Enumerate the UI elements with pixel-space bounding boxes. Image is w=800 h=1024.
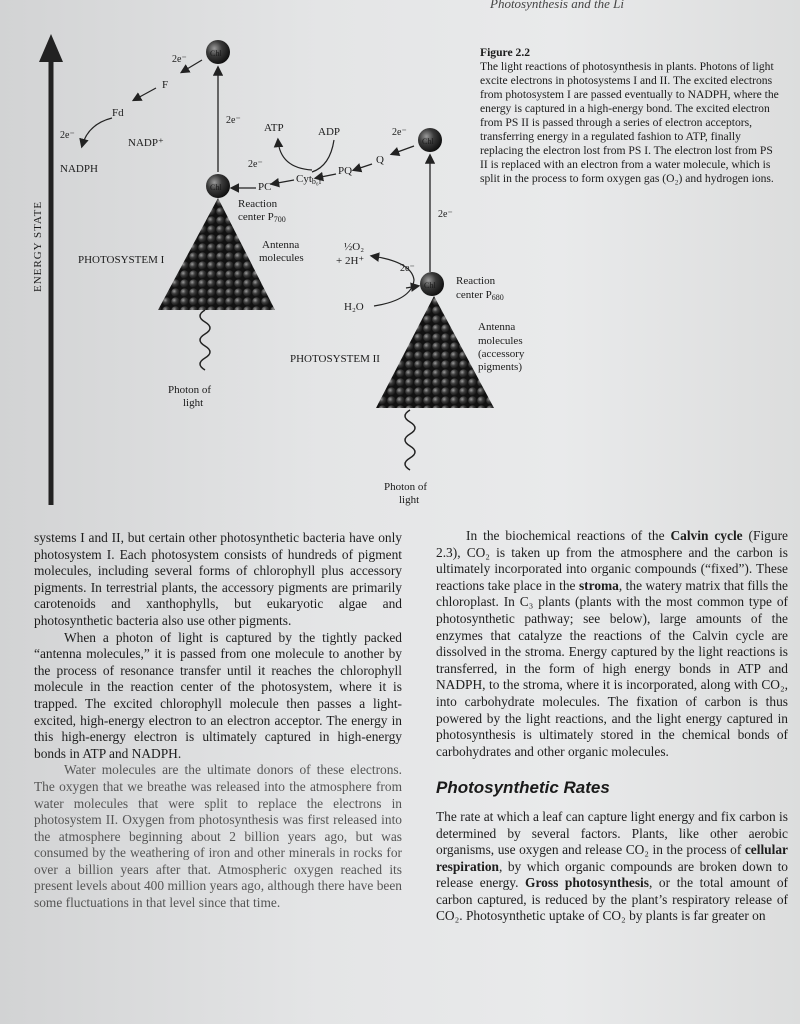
left-paragraph-3: Water molecules are the ultimate donors of these electrons. The oxygen that we breathe was released into the atmosphere from water molecules that were split to replace the electrons in photosystem II. Oxygen from photosynthesis was first released into the atmosphere beginning about 2 billion years ago, but was consumed by the weathering of iron and other minerals in rocks for over a billion years after that. Atmospheric oxygen reached its present levels about 400 million years ago, although there have been some fluctuations in that level since that time. [34,762,402,911]
ps2-name: PHOTOSYSTEM II [290,353,380,365]
ps1-photon-wave [200,310,210,370]
label-nadp: NADP⁺ [128,137,164,149]
energy-axis-label: ENERGY STATE [32,200,44,292]
label-h2o: H₂O [344,301,364,313]
label-pc: PC [258,181,272,193]
left-column [34,530,402,912]
left-paragraph-1: systems I and II, but certain other photosynthetic bacteria have only photosystem I. Each photosystem consists of hundreds of pigment molecules, including several forms of chlorophyll plus accessory pigments. In terrestrial plants, the accessory pigments are primarily carotenoids and xanthophylls, but eukaryotic algae and photosynthetic bacteria also use other pigments. [34,530,402,628]
label-q: Q [376,154,384,166]
label-fd: Fd [112,107,124,119]
label-2h: + 2H⁺ [336,255,365,267]
left-paragraph-2: When a photon of light is captured by the tightly packed “antenna molecules,” it is passed from one molecule to another by the process of resonance transfer until it reaches the chlorophyll molecule in the reaction center of the photosystem, where it is trapped. The excited chlorophyll molecule then passes a light-excited, high-energy electron to an electron acceptor. The energy in this high-energy electron is ultimately captured in high-energy bonds in ATP and NADPH. [34,629,402,761]
ps1-antenna-2: molecules [259,252,304,264]
section-heading: Photosynthetic Rates [436,778,610,798]
ps2-antenna-4: pigments) [478,361,522,373]
right-paragraph-2: The rate at which a leaf can capture light energy and fix carbon is determined by several factors. Plants, like other aerobic organisms, use oxygen and release CO₂ in the process of cellular respiration, by which organic compounds are broken down to release energy. Gross photosynthesis, or the total amount of carbon captured, is reduced by the plant’s respiratory release of CO₂. Photosynthetic uptake of CO₂ by plants is far greater on [436,808,788,924]
ps1-reaction-center-2: center P700 [238,211,286,224]
ps2-antenna-pyramid [376,296,494,408]
ps2-electron-label: 2e⁻ [438,209,453,220]
label-atp: ATP [264,122,284,134]
photosystem-2 [290,272,525,506]
water-electron-label: 2e⁻ [400,263,415,274]
right-column [436,528,788,925]
running-head: Photosynthesis and the Li [490,0,624,11]
chain-electron-top: 2e⁻ [172,54,187,65]
caption-title: Figure 2.2 [480,46,531,59]
ps2-antenna-3: (accessory [478,348,525,360]
ps2-photon-2: light [399,494,420,506]
nadph-chain [60,40,230,175]
chain-electron-fd: 2e⁻ [60,130,75,141]
ps1-photon-1: Photon of [168,384,212,396]
ps1-electron-label: 2e⁻ [226,115,241,126]
caption-text: The light reactions of photosynthesis in plants. Photons of light excite electrons in photosystems I and II. The excited electrons from photosystem I are passed eventually to NADPH, where the energy is captured in a high-energy bond. The excited electron from PS II is passed through a series of electron acceptors, transferring energy in a regulated fashion to ATP, finally replacing the electron lost from PS I. The electron lost from PS II is replaced with an electron from a water molecule, which is split in the process to form oxygen gas (O₂) and hydrogen ions. [480,60,779,185]
ps2-photon-1: Photon of [384,481,428,493]
ps2-reaction-center-2: center P680 [456,289,504,302]
ps2-antenna-2: molecules [478,335,523,347]
label-half-o2: ½O₂ [344,241,365,253]
ps2-antenna-1: Antenna [478,321,516,333]
label-pq: PQ [338,165,353,177]
chain-electron-pc: 2e⁻ [248,159,263,170]
ps1-photon-2: light [183,397,204,409]
right-paragraph-1: In the biochemical reactions of the Calvin cycle (Figure 2.3), CO₂ is taken up from the atmosphere and the carbon is ultimately incorporated into organic compounds (“fixed”). These reactions take place in the stroma, the watery matrix that fills the chloroplast. In C₃ plants (plants with the most common type of photosynthetic pathway; see below), large amounts of the enzymes that catalyze the reactions of the Calvin cycle are dissolved in the stroma. Energy captured by the light reactions is transferred, in the form of high energy bonds in ATP and NADPH, to the stroma, where it is incorporated, along with CO₂, into carbohydrate molecules. The fixation of carbon is thus powered by the light reactions, and the light energy captured in photosynthesis is ultimately stored in the chemical bonds of carbohydrates and other organic molecules. [436,528,788,759]
ps2-chl-label: Chl [424,281,436,290]
label-nadph: NADPH [60,163,98,175]
label-cyt: Cytb₆f [296,173,322,186]
ps1-antenna-1: Antenna [262,239,300,251]
energy-axis [32,34,63,505]
label-f: F [162,79,169,91]
photosystem-1 [78,68,304,409]
ps1-reaction-center-1: Reaction [238,198,278,210]
top-chl-label: Chl [210,49,222,58]
label-adp: ADP [318,126,341,138]
figure-caption [480,46,780,186]
ps2-excited-chl-label: Chl [422,137,434,146]
water-splitting [336,241,418,313]
ps2-photon-wave [405,410,415,470]
chain-electron-q: 2e⁻ [392,127,407,138]
ps2-reaction-center-1: Reaction [456,275,496,287]
ps1-chl-label: Chl [210,183,222,192]
ps1-name: PHOTOSYSTEM I [78,254,165,266]
